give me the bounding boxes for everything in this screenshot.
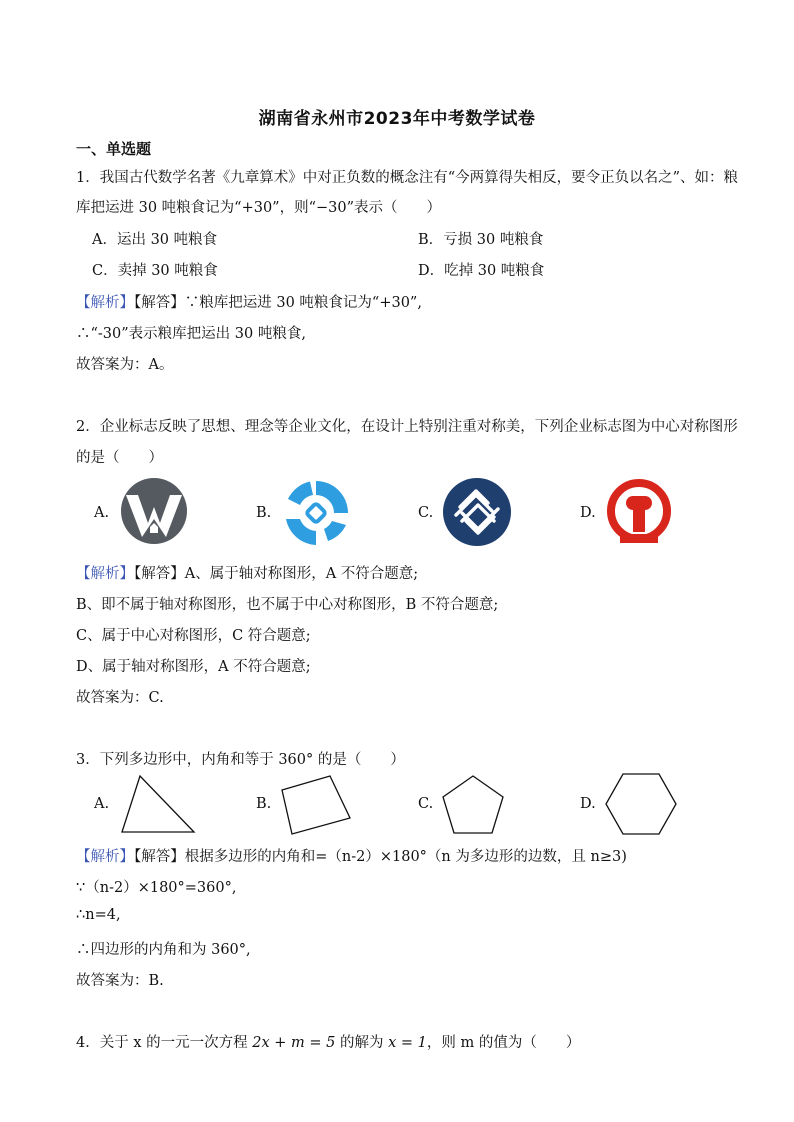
q3-label-a: A.	[94, 796, 110, 812]
q1-option-c: C．卖掉 30 吨粮食	[92, 263, 218, 279]
q2-stem-line2: 的是（ ）	[76, 450, 163, 466]
q2-analysis-line5: 故答案为：C.	[76, 690, 164, 706]
q2-label-b: B.	[256, 505, 272, 521]
q3-stem: 3．下列多边形中，内角和等于 360° 的是（ ）	[76, 752, 405, 768]
q4-stem-part3: ，则 m 的值为（ ）	[426, 1035, 581, 1051]
q3-label-d: D.	[580, 796, 596, 812]
logo-a-icon	[120, 477, 188, 545]
q4-stem	[76, 1031, 580, 1052]
page-title: 湖南省永州市2023年中考数学试卷	[258, 109, 536, 129]
section-heading: 一、单选题	[76, 140, 152, 158]
logo-d-icon	[604, 478, 674, 548]
q2-analysis-line4: D、属于轴对称图形，A 不符合题意;	[76, 659, 311, 675]
analysis-tag: 【解析】	[76, 849, 134, 865]
q3-analysis-line2: ∵（n-2）×180°=360°,	[76, 880, 237, 896]
q3-analysis-text: 【解答】根据多边形的内角和=（n-2）×180°（n 为多边形的边数，且 n≥3)	[134, 849, 627, 865]
q2-analysis-text: 【解答】A、属于轴对称图形，A 不符合题意;	[134, 566, 419, 582]
logo-c-icon	[442, 477, 512, 547]
q1-stem-line1: 1．我国古代数学名著《九章算术》中对正负数的概念注有“今两算得失相反，要令正负以名之”、如：粮	[76, 170, 739, 186]
q4-stem-part2: 的解为	[335, 1035, 389, 1051]
q1-stem-line2: 库把运进 30 吨粮食记为“+30”，则“−30”表示（ ）	[76, 200, 442, 216]
q2-analysis-line3: C、属于中心对称图形，C 符合题意;	[76, 628, 311, 644]
q4-equation: 2x + m = 5	[252, 1035, 336, 1051]
q3-label-c: C.	[418, 796, 434, 812]
q1-analysis-line1	[76, 291, 422, 312]
q1-analysis-line2: ∴“-30”表示粮库把运出 30 吨粮食,	[76, 326, 306, 342]
q2-label-c: C.	[418, 505, 434, 521]
q3-label-b: B.	[256, 796, 272, 812]
analysis-tag: 【解析】	[76, 295, 134, 311]
logo-b-icon	[280, 477, 352, 549]
q2-label-a: A.	[94, 505, 110, 521]
triangle-shape	[118, 774, 198, 836]
q2-analysis-line1	[76, 562, 418, 583]
q3-analysis-line5: 故答案为：B.	[76, 973, 164, 989]
q1-analysis-text: 【解答】∵粮库把运进 30 吨粮食记为“+30”,	[134, 295, 422, 311]
q1-option-d: D．吃掉 30 吨粮食	[418, 263, 545, 279]
hexagon-shape	[604, 772, 678, 836]
q2-label-d: D.	[580, 505, 596, 521]
quadrilateral-shape	[278, 774, 354, 836]
q1-analysis-line3: 故答案为：A。	[76, 357, 174, 373]
q1-option-a: A．运出 30 吨粮食	[92, 232, 218, 248]
q2-analysis-line2: B、即不属于轴对称图形，也不属于中心对称图形，B 不符合题意;	[76, 597, 499, 613]
pentagon-shape	[440, 774, 506, 836]
q2-stem-line1: 2．企业标志反映了思想、理念等企业文化，在设计上特别注重对称美，下列企业标志图为中心对称图形	[76, 419, 738, 435]
q3-analysis-line3: ∴n=4,	[76, 907, 121, 923]
q4-solution: x = 1	[388, 1035, 427, 1051]
analysis-tag: 【解析】	[76, 566, 134, 582]
q1-option-b: B．亏损 30 吨粮食	[418, 232, 544, 248]
q3-analysis-line1	[76, 845, 627, 866]
q3-analysis-line4: ∴四边形的内角和为 360°,	[76, 942, 251, 958]
q4-stem-part1: 4．关于 x 的一元一次方程	[76, 1035, 253, 1051]
